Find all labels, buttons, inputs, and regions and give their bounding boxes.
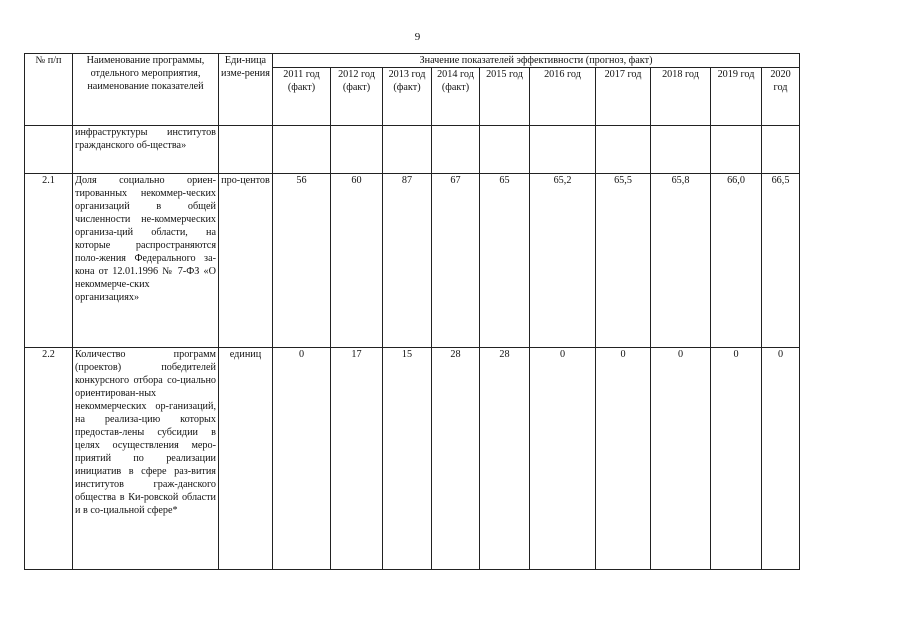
value-cell: 66,5 (762, 174, 800, 348)
value-cell: 65 (480, 174, 530, 348)
header-year: 2011 год (факт) (273, 68, 331, 126)
value-cell: 28 (480, 348, 530, 570)
value-cell: 0 (596, 348, 651, 570)
header-unit: Еди-ница изме-рения (219, 54, 273, 126)
page-number: 9 (414, 31, 421, 43)
value-cell: 65,8 (651, 174, 711, 348)
table-row (25, 348, 800, 570)
row-number: 2.1 (25, 174, 73, 348)
header-name: Наименование программы, отдельного мероприятия, наименование показателей (73, 54, 219, 126)
header-year: 2017 год (596, 68, 651, 126)
value-cell: 65,2 (530, 174, 596, 348)
header-year: 2014 год (факт) (432, 68, 480, 126)
value-cell: 60 (331, 174, 383, 348)
indicators-table (24, 53, 800, 570)
value-cell: 28 (432, 348, 480, 570)
value-cell: 0 (273, 348, 331, 570)
row-unit: единиц (219, 348, 273, 570)
table-row (25, 174, 800, 348)
value-cell: 66,0 (711, 174, 762, 348)
header-year: 2020 год (762, 68, 800, 126)
value-cell: 17 (331, 348, 383, 570)
header-year: 2012 год (факт) (331, 68, 383, 126)
header-year: 2016 год (530, 68, 596, 126)
row-name-continuation: инфраструктуры институтов гражданского об-щества» (73, 126, 219, 174)
header-year: 2018 год (651, 68, 711, 126)
value-cell: 65,5 (596, 174, 651, 348)
row-name: Доля социально ориен-тированных некоммер-ческих организаций в общей численности не-коммерческих организа-ций области, на которые распространяются поло-жения Федерального за-кона от 12.01.1996 № 7-ФЗ «О некоммерче-ских организациях» (73, 174, 219, 348)
row-name: Количество программ (проектов) победителей конкурсного отбора со-циально ориентирован-ных некоммерческих ор-ганизаций, на реализа-цию которых предостав-лены субсидии в целях осуществления меро-приятий по реализации инициатив в сфере раз-вития институтов граж-данского общества в Ки-ровской области и в со-циальной сфере* (73, 348, 219, 570)
header-year: 2015 год (480, 68, 530, 126)
header-no: № п/п (25, 54, 73, 126)
value-cell: 67 (432, 174, 480, 348)
value-cell: 15 (383, 348, 432, 570)
value-cell: 0 (651, 348, 711, 570)
value-cell: 87 (383, 174, 432, 348)
header-values-group: Значение показателей эффективности (прогноз, факт) (273, 54, 800, 68)
value-cell: 0 (530, 348, 596, 570)
value-cell: 56 (273, 174, 331, 348)
table-row-continuation (25, 126, 800, 174)
value-cell: 0 (711, 348, 762, 570)
row-number: 2.2 (25, 348, 73, 570)
header-year: 2013 год (факт) (383, 68, 432, 126)
value-cell: 0 (762, 348, 800, 570)
row-unit: про-центов (219, 174, 273, 348)
header-year: 2019 год (711, 68, 762, 126)
